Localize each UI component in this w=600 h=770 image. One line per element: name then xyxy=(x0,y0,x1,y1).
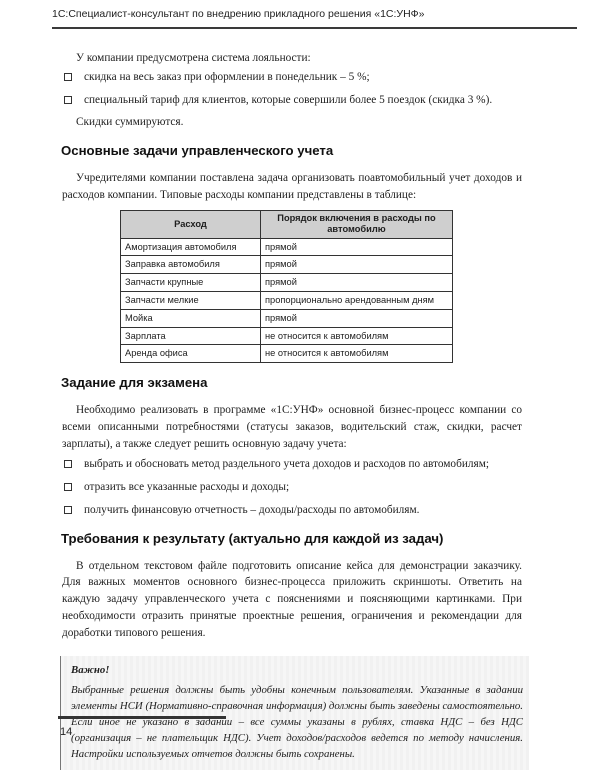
exam-task-list xyxy=(62,456,522,518)
checkbox-bullet-icon xyxy=(64,483,72,491)
footer-rule xyxy=(58,716,226,719)
list-item-text: скидка на весь заказ при оформлении в понедельник – 5 %; xyxy=(84,70,370,83)
section-heading-exam-task: Задание для экзамена xyxy=(61,375,208,391)
section-heading-requirements: Требования к результату (актуально для каждой из задач) xyxy=(61,530,444,546)
page-number: 14 xyxy=(60,726,73,738)
table-row xyxy=(121,274,453,292)
important-note xyxy=(60,656,529,770)
list-item xyxy=(62,502,522,519)
table-header-expense: Расход xyxy=(121,210,261,238)
table-row xyxy=(121,291,453,309)
table-row xyxy=(121,256,453,274)
checkbox-bullet-icon xyxy=(64,506,72,514)
table-cell: Запчасти мелкие xyxy=(121,291,261,309)
table-cell: прямой xyxy=(261,238,453,256)
table-row xyxy=(121,327,453,345)
table-cell: Мойка xyxy=(121,309,261,327)
loyalty-list xyxy=(62,69,522,109)
table-cell: не относится к автомобилям xyxy=(261,327,453,345)
table-cell: Запчасти крупные xyxy=(121,274,261,292)
table-cell: Амортизация автомобиля xyxy=(121,238,261,256)
table-header-order: Порядок включения в расходы по автомобилю xyxy=(261,210,453,238)
list-item-text: специальный тариф для клиентов, которые совершили более 5 поездок (скидка 3 %). xyxy=(84,93,493,106)
table-cell: Аренда офиса xyxy=(121,345,261,363)
list-item-text: отразить все указанные расходы и доходы; xyxy=(84,481,290,494)
table-row xyxy=(121,238,453,256)
important-text: Выбранные решения должны быть удобны конечным пользователям. Указанные в задании элементы НСИ (Нормативно-справочная информация) должны быть заведены самостоятельно. Если иное не указано в задании – все суммы указаны в рублях, ставка НДС – без НДС (организация – не плательщик НДС). Учет доходов/расходов ведется по методу начисления. Настройки используемых отчетов должны быть сохранены. xyxy=(71,683,523,760)
table-cell: прямой xyxy=(261,274,453,292)
table-header-row xyxy=(121,210,453,238)
table-cell: Заправка автомобиля xyxy=(121,256,261,274)
table-row xyxy=(121,309,453,327)
running-header: 1С:Специалист-консультант по внедрению прикладного решения «1С:УНФ» xyxy=(52,8,425,20)
exam-task-paragraph: Необходимо реализовать в программе «1С:УНФ» основной бизнес-процесс компании со всеми описанными потребностями (статусы заказов, водительский стаж, скидки, расчет зарплаты), а также следует решить основную задачу учета: xyxy=(62,403,522,450)
checkbox-bullet-icon xyxy=(64,460,72,468)
list-item xyxy=(62,479,522,496)
checkbox-bullet-icon xyxy=(64,96,72,104)
table-cell: прямой xyxy=(261,256,453,274)
list-item xyxy=(62,456,522,473)
tasks-paragraph: Учредителями компании поставлена задача организовать поавтомобильный учет доходов и расходов компании. Типовые расходы компании представлены в таблице: xyxy=(62,171,522,201)
list-item-text: получить финансовую отчетность – доходы/расходы по автомобилям. xyxy=(84,503,420,516)
table-cell: не относится к автомобилям xyxy=(261,345,453,363)
requirements-paragraph: В отдельном текстовом файле подготовить описание кейса для демонстрации заказчику. Для важных моментов основного бизнес-процесса приложить скриншоты. Ответить на каждую задачу управленческого учета с пояснениями и поясняющими картинками. При необходимости отразить принятые проектные решения, ограничения и рекомендации для доработки типового решения. xyxy=(62,559,522,639)
important-title: Важно! xyxy=(71,663,110,676)
table-cell: Зарплата xyxy=(121,327,261,345)
expenses-table xyxy=(120,210,453,364)
list-item-text: выбрать и обосновать метод раздельного учета доходов и расходов по автомобилям; xyxy=(84,458,489,471)
table-cell: пропорционально арендованным дням xyxy=(261,291,453,309)
checkbox-bullet-icon xyxy=(64,73,72,81)
table-cell: прямой xyxy=(261,309,453,327)
page-body xyxy=(62,50,522,770)
loyalty-outro: Скидки суммируются. xyxy=(76,116,184,129)
table-row xyxy=(121,345,453,363)
header-rule xyxy=(52,27,577,29)
list-item xyxy=(62,69,522,86)
list-item xyxy=(62,92,522,109)
section-heading-tasks: Основные задачи управленческого учета xyxy=(61,143,334,159)
loyalty-intro: У компании предусмотрена система лояльности: xyxy=(76,52,311,64)
